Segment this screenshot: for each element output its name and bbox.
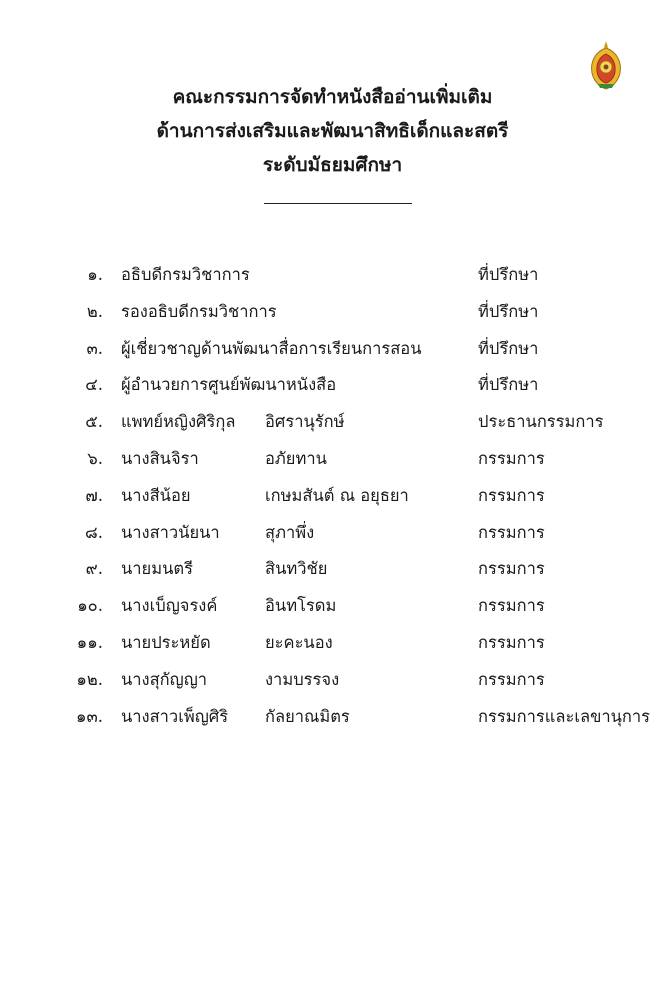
member-role: ที่ปรึกษา (478, 301, 539, 321)
list-item (0, 441, 665, 478)
committee-list (0, 257, 665, 735)
member-role: กรรมการ (478, 632, 545, 652)
item-number: ๑๑. (76, 632, 103, 652)
title-line: คณะกรรมการจัดทำหนังสืออ่านเพิ่มเติม (172, 86, 493, 108)
item-number: ๙. (85, 559, 103, 579)
item-number: ๕. (85, 412, 103, 432)
member-surname: เกษมสันต์ ณ อยุธยา (265, 485, 409, 505)
list-item (0, 588, 665, 625)
list-item (0, 662, 665, 699)
item-number: ๑๒. (76, 669, 103, 689)
member-name: นางเบ็ญจรงค์ (121, 596, 218, 616)
member-name: นายประหยัด (121, 632, 211, 652)
document-title (0, 80, 665, 182)
title-line: ด้านการส่งเสริมและพัฒนาสิทธิเด็กและสตรี (156, 120, 509, 142)
member-name: นายมนตรี (121, 559, 193, 579)
member-role: กรรมการและเลขานุการ (478, 706, 651, 726)
member-name: อธิบดีกรมวิชาการ (121, 265, 250, 284)
item-number: ๖. (87, 448, 103, 468)
member-role: ที่ปรึกษา (478, 375, 539, 395)
member-name: ผู้อำนวยการศูนย์พัฒนาหนังสือ (121, 375, 337, 395)
member-surname: อิศรานุรักษ์ (265, 412, 345, 432)
title-divider (264, 203, 412, 204)
member-name: นางสาวเพ็ญศิริ (121, 706, 229, 726)
member-role: กรรมการ (478, 485, 545, 505)
member-role: กรรมการ (478, 559, 545, 579)
member-name: ผู้เชี่ยวชาญด้านพัฒนาสื่อการเรียนการสอน (121, 338, 422, 358)
member-role: กรรมการ (478, 669, 545, 689)
item-number: ๑๓. (76, 706, 103, 726)
list-item (0, 515, 665, 552)
list-item (0, 294, 665, 331)
list-item (0, 404, 665, 441)
member-role: กรรมการ (478, 448, 545, 468)
member-surname: สุภาพึ่ง (265, 522, 315, 542)
list-item (0, 625, 665, 662)
list-item (0, 257, 665, 294)
title-line: ระดับมัธยมศึกษา (262, 154, 403, 176)
member-surname: สินทวิชัย (265, 559, 328, 579)
list-item (0, 551, 665, 588)
member-name: รองอธิบดีกรมวิชาการ (121, 301, 277, 321)
item-number: ๓. (86, 338, 103, 358)
member-role: กรรมการ (478, 522, 545, 542)
item-number: ๑. (87, 265, 103, 284)
item-number: ๑๐. (77, 596, 103, 616)
member-surname: กัลยาณมิตร (265, 706, 350, 726)
member-surname: อินทโรดม (265, 596, 337, 616)
item-number: ๘. (85, 522, 103, 542)
list-item (0, 699, 665, 736)
item-number: ๗. (85, 485, 103, 505)
list-item (0, 367, 665, 404)
member-role: ประธานกรรมการ (478, 412, 604, 432)
member-surname: งามบรรจง (265, 669, 340, 689)
member-role: ที่ปรึกษา (478, 265, 539, 284)
member-name: นางสีน้อย (121, 485, 191, 505)
member-role: ที่ปรึกษา (478, 338, 539, 358)
item-number: ๒. (86, 301, 103, 321)
member-name: แพทย์หญิงศิริกุล (121, 412, 236, 432)
member-surname: อภัยทาน (265, 448, 327, 468)
item-number: ๔. (85, 375, 103, 395)
member-role: กรรมการ (478, 596, 545, 616)
member-name: นางสุกัญญา (121, 669, 208, 689)
member-name: นางสินจิรา (121, 448, 199, 468)
member-surname: ยะคะนอง (265, 632, 333, 652)
list-item (0, 478, 665, 515)
list-item (0, 331, 665, 368)
member-name: นางสาวนัยนา (121, 522, 220, 542)
